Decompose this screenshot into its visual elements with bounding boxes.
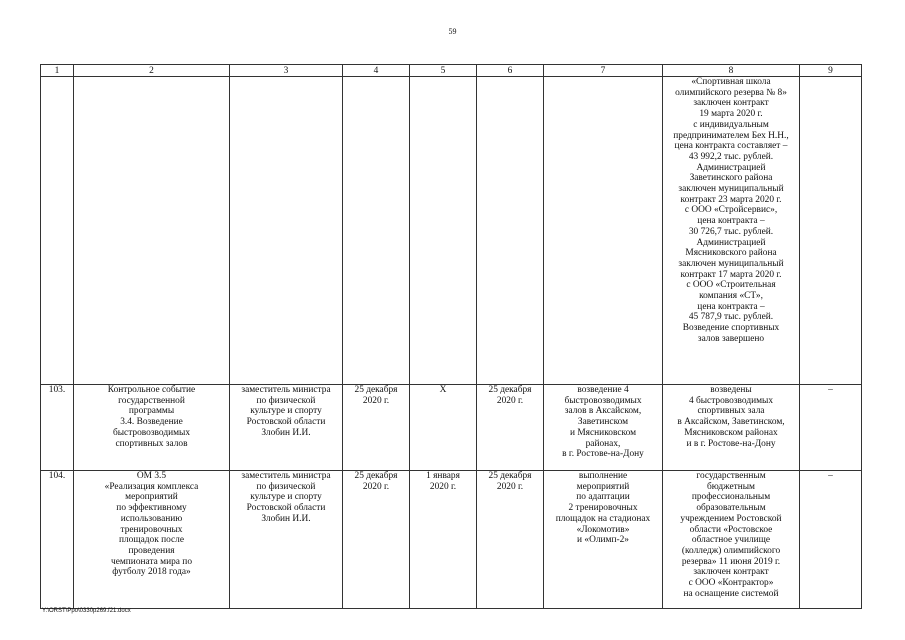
- column-header: 5: [410, 65, 477, 77]
- end-date-cell: [477, 77, 544, 385]
- end-date-cell: 25 декабря 2020 г.: [477, 385, 544, 471]
- planned-date-cell: 25 декабря 2020 г.: [343, 385, 410, 471]
- responsible-cell: заместитель министра по физической культуре и спорту Ростовской области Злобин И.И.: [230, 385, 343, 471]
- responsible-cell: [230, 77, 343, 385]
- column-header: 4: [343, 65, 410, 77]
- file-path-footer: Y:\ORST\Ppo\0330p269.f21.docx: [42, 608, 131, 614]
- expected-result-cell: [544, 77, 663, 385]
- page-number: 59: [448, 27, 457, 36]
- column-header: 7: [544, 65, 663, 77]
- actual-result-cell: «Спортивная школа олимпийского резерва № 8» заключен контракт 19 марта 2020 г. с индивидуальным предпринимателем Бех Н.Н., цена контракта составляет – 43 992,2 тыс. рублей. Администрацией Заветинского района заключен муниципальный контракт 23 марта 2020 г. с ООО «Стройсервис», цена контракта – 30 726,7 тыс. рублей. Администрацией Мясниковского района заключен муниципальный контракт 17 марта 2020 г. с ООО «Строительная компания «СТ», цена контракта – 45 787,9 тыс. рублей. Возведение спортивных залов завершено: [663, 77, 800, 385]
- notes-cell: [800, 77, 862, 385]
- column-header: 1: [41, 65, 74, 77]
- responsible-cell: заместитель министра по физической культуре и спорту Ростовской области Злобин И.И.: [230, 471, 343, 609]
- table-row: [41, 385, 862, 471]
- event-name-cell: [74, 77, 230, 385]
- planned-date-cell: 25 декабря 2020 г.: [343, 471, 410, 609]
- column-header: 3: [230, 65, 343, 77]
- event-name-cell: Контрольное событие государственной программы 3.4. Возведение быстровозводимых спортивных залов: [74, 385, 230, 471]
- actual-result-cell: возведены 4 быстровозводимых спортивных зала в Аксайском, Заветинском, Мясниковском районах и в г. Ростове-на-Дону: [663, 385, 800, 471]
- table-row: [41, 471, 862, 609]
- event-name-cell: ОМ 3.5 «Реализация комплекса мероприятий по эффективному использованию тренировочных площадок после проведения чемпионата мира по футболу 2018 года»: [74, 471, 230, 609]
- start-date-cell: [410, 77, 477, 385]
- notes-cell: –: [800, 471, 862, 609]
- column-number-row: [41, 65, 862, 77]
- row-number-cell: [41, 77, 74, 385]
- column-header: 9: [800, 65, 862, 77]
- column-header: 2: [74, 65, 230, 77]
- start-date-cell: Х: [410, 385, 477, 471]
- actual-result-cell: государственным бюджетным профессиональным образовательным учреждением Ростовской области «Ростовское областное училище (колледж) олимпийского резерва» 11 июня 2019 г. заключен контракт с ООО «Контрактор» на оснащение системой: [663, 471, 800, 609]
- column-header: 8: [663, 65, 800, 77]
- planned-date-cell: [343, 77, 410, 385]
- expected-result-cell: возведение 4 быстровозводимых залов в Аксайском, Заветинском и Мясниковском районах, в г. Ростове-на-Дону: [544, 385, 663, 471]
- row-number-cell: 103.: [41, 385, 74, 471]
- table-row: [41, 77, 862, 385]
- notes-cell: –: [800, 385, 862, 471]
- start-date-cell: 1 января 2020 г.: [410, 471, 477, 609]
- report-table: [40, 64, 862, 609]
- column-header: 6: [477, 65, 544, 77]
- end-date-cell: 25 декабря 2020 г.: [477, 471, 544, 609]
- row-number-cell: 104.: [41, 471, 74, 609]
- expected-result-cell: выполнение мероприятий по адаптации 2 тренировочных площадок на стадионах «Локомотив» и «Олимп-2»: [544, 471, 663, 609]
